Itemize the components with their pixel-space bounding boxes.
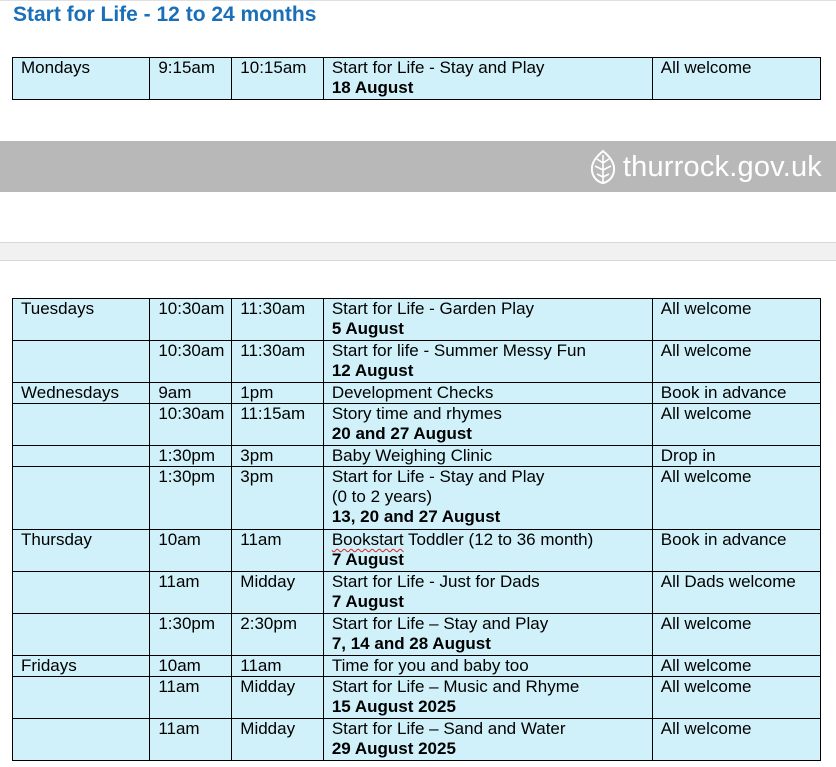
- end-time-cell: 3pm: [232, 446, 324, 467]
- activity-dates: 29 August 2025: [331, 739, 456, 758]
- day-cell: [13, 677, 150, 719]
- activity-name: Start for Life - Stay and Play: [331, 467, 545, 486]
- activity-dates: 7 August: [331, 550, 404, 569]
- thurrock-logo[interactable]: [587, 147, 822, 187]
- day-cell: [13, 572, 150, 614]
- table-row: [13, 58, 821, 100]
- spellcheck-word: Bookstart: [331, 530, 404, 549]
- access-cell: Book in advance: [652, 530, 820, 572]
- access-cell: All welcome: [652, 467, 820, 530]
- table-row: [13, 299, 821, 341]
- activity-dates: 7 August: [331, 592, 404, 611]
- schedule-table-main: [12, 298, 821, 761]
- end-time-cell: Midday: [232, 677, 324, 719]
- table-row: [13, 383, 821, 404]
- start-time-cell: 1:30pm: [150, 467, 232, 530]
- end-time-cell: 11:15am: [232, 404, 324, 446]
- access-cell: All welcome: [652, 614, 820, 656]
- activity-dates: 18 August: [331, 78, 414, 97]
- activity-cell: Baby Weighing Clinic: [323, 446, 652, 467]
- end-time-cell: 10:15am: [232, 58, 324, 100]
- start-time-cell: 10:30am: [150, 341, 232, 383]
- start-time-cell: 11am: [150, 677, 232, 719]
- start-time-cell: 9am: [150, 383, 232, 404]
- start-time-cell: 10am: [150, 530, 232, 572]
- table-row: [13, 530, 821, 572]
- day-cell: Wednesdays: [13, 383, 150, 404]
- activity-cell: [323, 404, 652, 446]
- activity-cell: [323, 58, 652, 100]
- activity-cell: [323, 530, 652, 572]
- activity-dates: 7, 14 and 28 August: [331, 634, 491, 653]
- start-time-cell: 10:30am: [150, 404, 232, 446]
- day-cell: [13, 341, 150, 383]
- footer-banner: [0, 141, 836, 192]
- table-row: [13, 677, 821, 719]
- page-divider: [0, 260, 836, 261]
- access-cell: All welcome: [652, 677, 820, 719]
- access-cell: All welcome: [652, 58, 820, 100]
- day-cell: Fridays: [13, 656, 150, 677]
- logo-text: thurrock.gov.uk: [622, 150, 822, 183]
- day-cell: [13, 404, 150, 446]
- day-cell: Thursday: [13, 530, 150, 572]
- activity-dates: 15 August 2025: [331, 697, 456, 716]
- activity-name: [332, 530, 648, 550]
- table-row: [13, 614, 821, 656]
- activity-dates: 12 August: [331, 361, 414, 380]
- day-cell: [13, 446, 150, 467]
- table-row: [13, 446, 821, 467]
- start-time-cell: 11am: [150, 572, 232, 614]
- day-cell: Mondays: [13, 58, 150, 100]
- table-row: [13, 656, 821, 677]
- activity-cell: [323, 299, 652, 341]
- start-time-cell: 10am: [150, 656, 232, 677]
- activity-name: Start for Life - Stay and Play: [331, 58, 545, 77]
- page-title: Start for Life - 12 to 24 months: [13, 3, 317, 26]
- end-time-cell: 11am: [232, 656, 324, 677]
- activity-cell: Development Checks: [323, 383, 652, 404]
- access-cell: Drop in: [652, 446, 820, 467]
- activity-cell: Time for you and baby too: [323, 656, 652, 677]
- day-cell: Tuesdays: [13, 299, 150, 341]
- activity-name: Start for Life - Just for Dads: [331, 572, 540, 591]
- activity-name: Start for life - Summer Messy Fun: [331, 341, 586, 360]
- start-time-cell: 1:30pm: [150, 614, 232, 656]
- end-time-cell: 11am: [232, 530, 324, 572]
- activity-cell: [323, 572, 652, 614]
- end-time-cell: Midday: [232, 572, 324, 614]
- activity-name-rest: Toddler (12 to 36 month): [403, 530, 594, 549]
- table-row: [13, 467, 821, 530]
- table-row: [13, 572, 821, 614]
- activity-name: Start for Life – Music and Rhyme: [331, 677, 580, 696]
- activity-cell: [323, 467, 652, 530]
- end-time-cell: 2:30pm: [232, 614, 324, 656]
- activity-subnote: (0 to 2 years): [331, 487, 432, 506]
- activity-name: Start for Life - Garden Play: [331, 299, 535, 318]
- day-cell: [13, 614, 150, 656]
- activity-cell: [323, 341, 652, 383]
- activity-dates: 5 August: [331, 319, 404, 338]
- table-row: [13, 341, 821, 383]
- top-border: [0, 0, 836, 1]
- access-cell: All welcome: [652, 404, 820, 446]
- schedule-table-top: [12, 57, 821, 100]
- end-time-cell: 11:30am: [232, 299, 324, 341]
- access-cell: All welcome: [652, 299, 820, 341]
- activity-cell: [323, 677, 652, 719]
- day-cell: [13, 719, 150, 761]
- activity-name: Story time and rhymes: [331, 404, 502, 423]
- activity-cell: [323, 719, 652, 761]
- end-time-cell: Midday: [232, 719, 324, 761]
- table-row: [13, 404, 821, 446]
- leaf-icon: [587, 149, 619, 185]
- access-cell: Book in advance: [652, 383, 820, 404]
- end-time-cell: 1pm: [232, 383, 324, 404]
- activity-name: Start for Life – Stay and Play: [331, 614, 549, 633]
- activity-cell: [323, 614, 652, 656]
- activity-dates: 13, 20 and 27 August: [331, 507, 501, 526]
- end-time-cell: 3pm: [232, 467, 324, 530]
- access-cell: All welcome: [652, 656, 820, 677]
- access-cell: All welcome: [652, 341, 820, 383]
- start-time-cell: 1:30pm: [150, 446, 232, 467]
- start-time-cell: 11am: [150, 719, 232, 761]
- access-cell: All welcome: [652, 719, 820, 761]
- day-cell: [13, 467, 150, 530]
- table-row: [13, 719, 821, 761]
- activity-name: Start for Life – Sand and Water: [331, 719, 566, 738]
- start-time-cell: 10:30am: [150, 299, 232, 341]
- end-time-cell: 11:30am: [232, 341, 324, 383]
- page-gap: [0, 243, 836, 260]
- start-time-cell: 9:15am: [150, 58, 232, 100]
- activity-dates: 20 and 27 August: [331, 424, 472, 443]
- access-cell: All Dads welcome: [652, 572, 820, 614]
